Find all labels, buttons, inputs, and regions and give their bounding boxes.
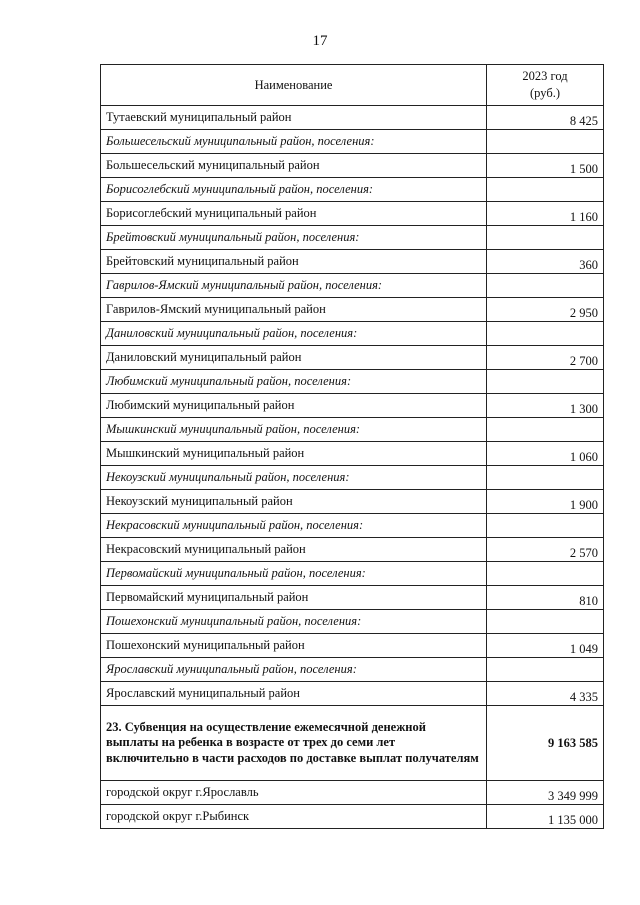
row-name-cell: Некрасовский муниципальный район: [101, 538, 487, 562]
table-row: [101, 394, 604, 418]
row-value-cell: 1 135 000: [487, 805, 604, 829]
table-row: [101, 226, 604, 250]
row-value-cell: [487, 370, 604, 394]
table-row: [101, 130, 604, 154]
row-value-cell: 360: [487, 250, 604, 274]
table-row: [101, 514, 604, 538]
row-name-cell: Большесельский муниципальный район: [101, 154, 487, 178]
row-name-cell: Мышкинский муниципальный район, поселения:: [101, 418, 487, 442]
table-row: [101, 370, 604, 394]
table-row: [101, 586, 604, 610]
table-row: [101, 322, 604, 346]
row-name-cell: Некрасовский муниципальный район, поселения:: [101, 514, 487, 538]
row-name-cell: Гаврилов-Ямский муниципальный район: [101, 298, 487, 322]
row-name-cell: Ярославский муниципальный район: [101, 682, 487, 706]
row-name-cell: 23. Субвенция на осуществление ежемесячной денежной выплаты на ребенка в возрасте от трех до семи лет включительно в части расходов по доставке выплат получателям: [101, 706, 487, 781]
row-value-cell: 1 160: [487, 202, 604, 226]
table-row: [101, 274, 604, 298]
row-name-cell: Брейтовский муниципальный район, поселения:: [101, 226, 487, 250]
row-name-cell: Некоузский муниципальный район, поселения:: [101, 466, 487, 490]
table-row: [101, 706, 604, 781]
row-value-cell: [487, 658, 604, 682]
row-name-cell: Большесельский муниципальный район, поселения:: [101, 130, 487, 154]
table-row: [101, 805, 604, 829]
table-row: [101, 154, 604, 178]
row-value-cell: 1 300: [487, 394, 604, 418]
row-name-cell: Мышкинский муниципальный район: [101, 442, 487, 466]
row-value-cell: 1 060: [487, 442, 604, 466]
row-value-cell: 1 900: [487, 490, 604, 514]
row-value-cell: [487, 562, 604, 586]
table-row: [101, 781, 604, 805]
table-row: [101, 298, 604, 322]
table-row: [101, 634, 604, 658]
row-value-cell: [487, 610, 604, 634]
table-row: [101, 466, 604, 490]
row-name-cell: Гаврилов-Ямский муниципальный район, поселения:: [101, 274, 487, 298]
row-value-cell: [487, 322, 604, 346]
table-header-row: [101, 65, 604, 106]
row-name-cell: Брейтовский муниципальный район: [101, 250, 487, 274]
table-row: [101, 538, 604, 562]
row-value-cell: [487, 274, 604, 298]
row-name-cell: Борисоглебский муниципальный район, поселения:: [101, 178, 487, 202]
row-name-cell: Пошехонский муниципальный район, поселения:: [101, 610, 487, 634]
row-name-cell: городской округ г.Ярославль: [101, 781, 487, 805]
table-row: [101, 490, 604, 514]
row-value-cell: [487, 130, 604, 154]
column-header-unit: (руб.): [530, 86, 560, 100]
table-row: [101, 658, 604, 682]
subvention-table: [100, 64, 604, 829]
row-name-cell: Ярославский муниципальный район, поселения:: [101, 658, 487, 682]
row-value-cell: 2 570: [487, 538, 604, 562]
table-row: [101, 442, 604, 466]
row-value-cell: [487, 226, 604, 250]
row-name-cell: Пошехонский муниципальный район: [101, 634, 487, 658]
column-header-year: [487, 65, 604, 106]
table-row: [101, 178, 604, 202]
row-value-cell: 9 163 585: [487, 706, 604, 781]
row-name-cell: Даниловский муниципальный район, поселения:: [101, 322, 487, 346]
table-row: [101, 562, 604, 586]
row-value-cell: 2 950: [487, 298, 604, 322]
table-row: [101, 346, 604, 370]
row-name-cell: Некоузский муниципальный район: [101, 490, 487, 514]
row-value-cell: 2 700: [487, 346, 604, 370]
table-body: [101, 106, 604, 829]
row-name-cell: Любимский муниципальный район, поселения:: [101, 370, 487, 394]
row-value-cell: 4 335: [487, 682, 604, 706]
row-value-cell: 8 425: [487, 106, 604, 130]
row-name-cell: Тутаевский муниципальный район: [101, 106, 487, 130]
page-number: 17: [312, 33, 328, 49]
table-row: [101, 202, 604, 226]
row-value-cell: 3 349 999: [487, 781, 604, 805]
table-row: [101, 106, 604, 130]
row-name-cell: Любимский муниципальный район: [101, 394, 487, 418]
column-header-year-label: 2023 год: [522, 69, 568, 84]
table-row: [101, 610, 604, 634]
table-row: [101, 250, 604, 274]
row-value-cell: 1 049: [487, 634, 604, 658]
row-name-cell: Даниловский муниципальный район: [101, 346, 487, 370]
column-header-name: Наименование: [101, 65, 487, 106]
row-value-cell: [487, 178, 604, 202]
row-name-cell: Первомайский муниципальный район: [101, 586, 487, 610]
row-value-cell: [487, 418, 604, 442]
row-name-cell: городской округ г.Рыбинск: [101, 805, 487, 829]
row-value-cell: [487, 514, 604, 538]
row-value-cell: [487, 466, 604, 490]
row-name-cell: Борисоглебский муниципальный район: [101, 202, 487, 226]
row-name-cell: Первомайский муниципальный район, поселения:: [101, 562, 487, 586]
table-row: [101, 682, 604, 706]
row-value-cell: 810: [487, 586, 604, 610]
row-value-cell: 1 500: [487, 154, 604, 178]
table-row: [101, 418, 604, 442]
